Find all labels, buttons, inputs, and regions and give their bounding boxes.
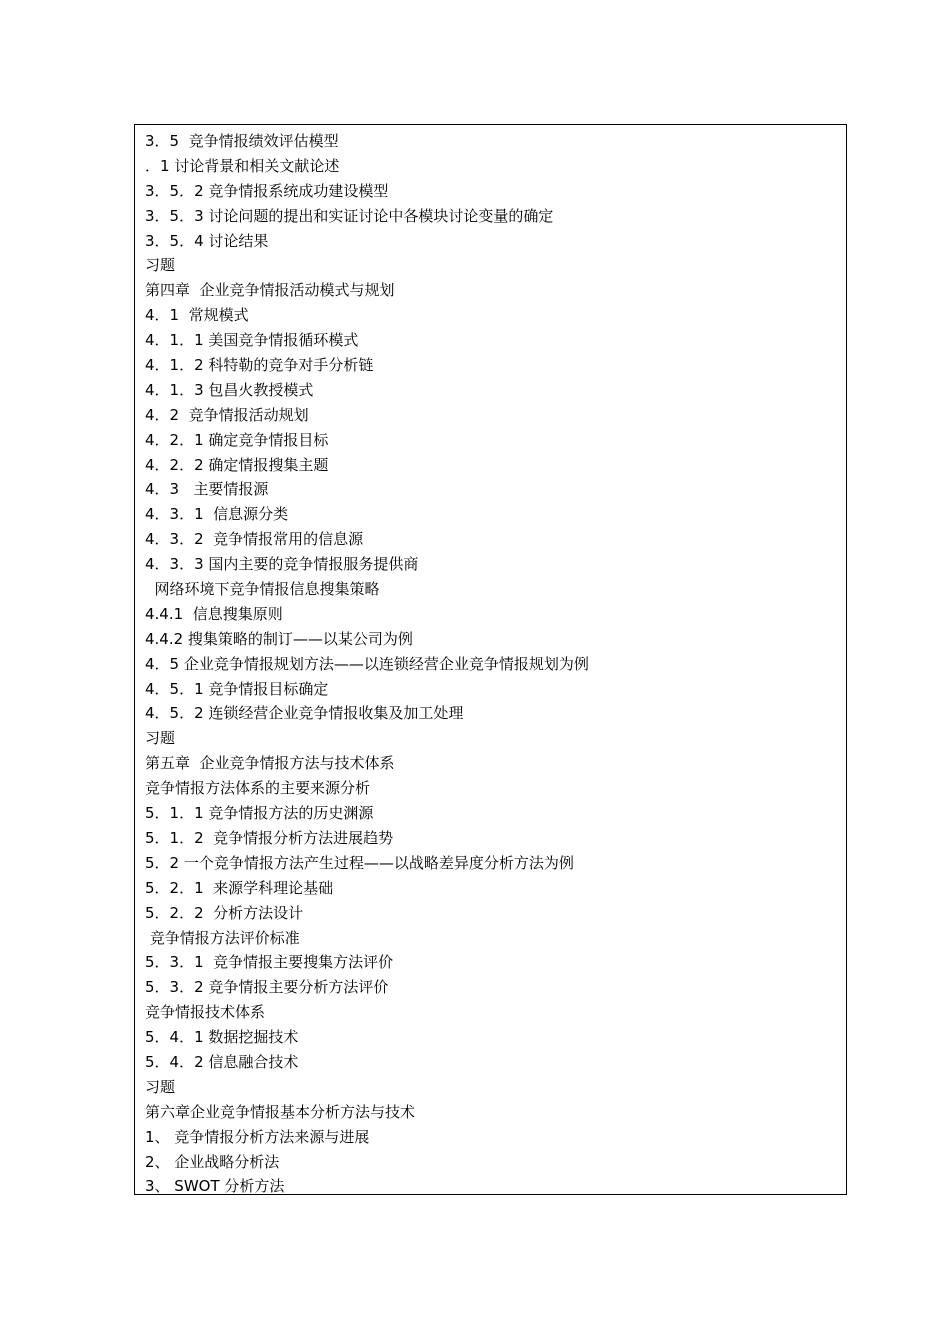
toc-line: 4．3．2 竞争情报常用的信息源	[145, 530, 364, 549]
toc-line: 4．5．1 竞争情报目标确定	[145, 679, 329, 698]
toc-line: 4．1．3 包昌火教授模式	[145, 380, 314, 399]
toc-line: 2、 企业战略分析法	[145, 1152, 280, 1171]
toc-line: 4．3．3 国内主要的竞争情报服务提供商	[145, 555, 419, 574]
toc-line: 习题	[145, 729, 176, 748]
chapter-heading: 第四章 企业竞争情报活动模式与规划	[145, 281, 395, 300]
toc-line: 3．5 竞争情报绩效评估模型	[145, 132, 339, 150]
toc-line: 4．3．1 信息源分类	[145, 505, 289, 524]
toc-line: 竞争情报方法评价标准	[145, 928, 300, 947]
toc-line: 5．2．2 分析方法设计	[145, 903, 304, 922]
toc-line: 4．5 企业竞争情报规划方法——以连锁经营企业竞争情报规划为例	[145, 654, 589, 673]
toc-line: 5．2 一个竞争情报方法产生过程——以战略差异度分析方法为例	[145, 853, 574, 872]
toc-line: 竞争情报技术体系	[145, 1003, 266, 1022]
toc-line: 4．2．1 确定竞争情报目标	[145, 430, 329, 449]
toc-line: 5．4．2 信息融合技术	[145, 1052, 299, 1071]
chapter-heading: 第五章 企业竞争情报方法与技术体系	[145, 754, 395, 773]
toc-line: 5．1．2 竞争情报分析方法进展趋势	[145, 828, 394, 847]
toc-line: 3．5．4 讨论结果	[145, 231, 269, 250]
toc-line: 习题	[145, 256, 176, 275]
toc-line: 4．1．1 美国竞争情报循环模式	[145, 331, 359, 350]
toc-line: 5．2．1 来源学科理论基础	[145, 878, 334, 897]
toc-line: ．1 讨论背景和相关文献论述	[145, 156, 340, 175]
toc-line: 5．3．1 竞争情报主要搜集方法评价	[145, 953, 394, 972]
toc-line: 网络环境下竞争情报信息搜集策略	[145, 580, 380, 599]
toc-line: 4．2．2 确定情报搜集主题	[145, 455, 329, 474]
toc-line: 1、 竞争情报分析方法来源与进展	[145, 1127, 370, 1146]
toc-line: 4.4.2 搜集策略的制订——以某公司为例	[145, 629, 413, 648]
toc-line: 5．1．1 竞争情报方法的历史渊源	[145, 804, 374, 823]
toc-line: 5．3．2 竞争情报主要分析方法评价	[145, 978, 389, 997]
toc-line: 5．4．1 数据挖掘技术	[145, 1028, 299, 1047]
toc-table-cell	[134, 124, 847, 1195]
toc-line: 习题	[145, 1077, 176, 1096]
toc-line: 4．3 主要情报源	[145, 480, 269, 499]
toc-line: 3．5．3 讨论问题的提出和实证讨论中各模块讨论变量的确定	[145, 206, 554, 225]
toc-line: 3．5．2 竞争情报系统成功建设模型	[145, 181, 389, 200]
toc-line: 4．2 竞争情报活动规划	[145, 405, 309, 424]
toc-line: 竞争情报方法体系的主要来源分析	[145, 779, 371, 798]
chapter-heading: 第六章企业竞争情报基本分析方法与技术	[145, 1102, 416, 1121]
toc-line: 4．5．2 连锁经营企业竞争情报收集及加工处理	[145, 704, 464, 723]
toc-line: 3、 SWOT 分析方法	[145, 1177, 285, 1196]
toc-line: 4.4.1 信息搜集原则	[145, 604, 283, 623]
toc-line: 4．1．2 科特勒的竞争对手分析链	[145, 356, 374, 375]
toc-line: 4．1 常规模式	[145, 306, 249, 325]
